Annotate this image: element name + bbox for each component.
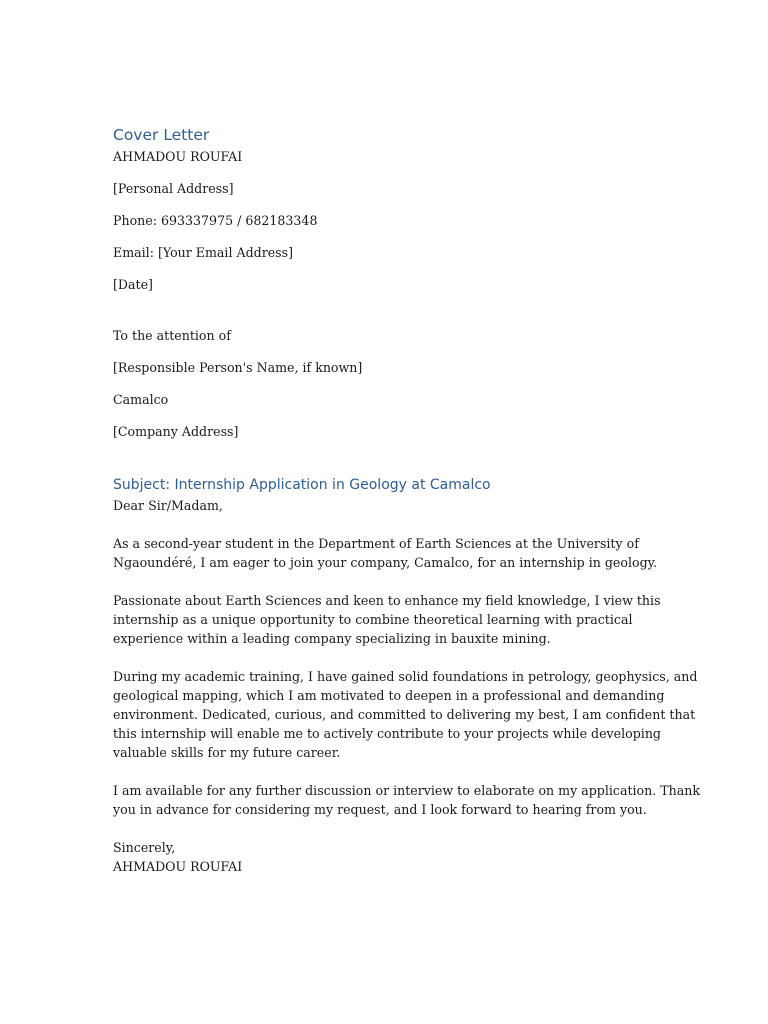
paragraph-line: I am available for any further discussion or interview to elaborate on my application. Thank [113, 783, 701, 798]
salutation: Dear Sir/Madam, [113, 498, 223, 513]
paragraph-line: geological mapping, which I am motivated to deepen in a professional and demanding [113, 688, 665, 703]
paragraph-line: Ngaoundéré, I am eager to join your company, Camalco, for an internship in geology. [113, 555, 658, 570]
recipient-person: [Responsible Person's Name, if known] [113, 360, 363, 375]
paragraph-motivation [113, 591, 661, 648]
recipient-company: Camalco [113, 392, 169, 407]
signoff [113, 838, 658, 876]
subject-heading: Subject: Internship Application in Geology at Camalco [113, 477, 491, 493]
letter-date: [Date] [113, 277, 153, 292]
paragraph-availability [113, 781, 701, 819]
paragraph-line: As a second-year student in the Department of Earth Sciences at the University of [113, 536, 639, 551]
paragraph-line: valuable skills for my future career. [113, 745, 341, 760]
paragraph-line: Passionate about Earth Sciences and keen to enhance my field knowledge, I view this [113, 593, 661, 608]
page-title: Cover Letter [113, 126, 210, 144]
recipient-address: [Company Address] [113, 424, 239, 439]
sender-email: Email: [Your Email Address] [113, 245, 294, 260]
paragraph-line: this internship will enable me to actively contribute to your projects while developing [113, 726, 661, 741]
closing: Sincerely, [113, 840, 176, 855]
paragraph-line: you in advance for considering my request, and I look forward to hearing from you. [113, 802, 647, 817]
letter-body [113, 125, 701, 876]
paragraph-line: environment. Dedicated, curious, and committed to delivering my best, I am confident that [113, 707, 696, 722]
signature-name: AHMADOU ROUFAI [113, 859, 243, 874]
paragraph-training [113, 667, 698, 762]
paragraph-line: During my academic training, I have gained solid foundations in petrology, geophysics, and [113, 669, 698, 684]
paragraph-line: experience within a leading company specializing in bauxite mining. [113, 631, 551, 646]
sender-name: AHMADOU ROUFAI [113, 149, 243, 164]
sender-address: [Personal Address] [113, 181, 234, 196]
paragraph-intro [113, 534, 658, 572]
recipient-attention: To the attention of [113, 328, 231, 343]
paragraph-line: internship as a unique opportunity to combine theoretical learning with practical [113, 612, 633, 627]
sender-phone: Phone: 693337975 / 682183348 [113, 213, 318, 228]
